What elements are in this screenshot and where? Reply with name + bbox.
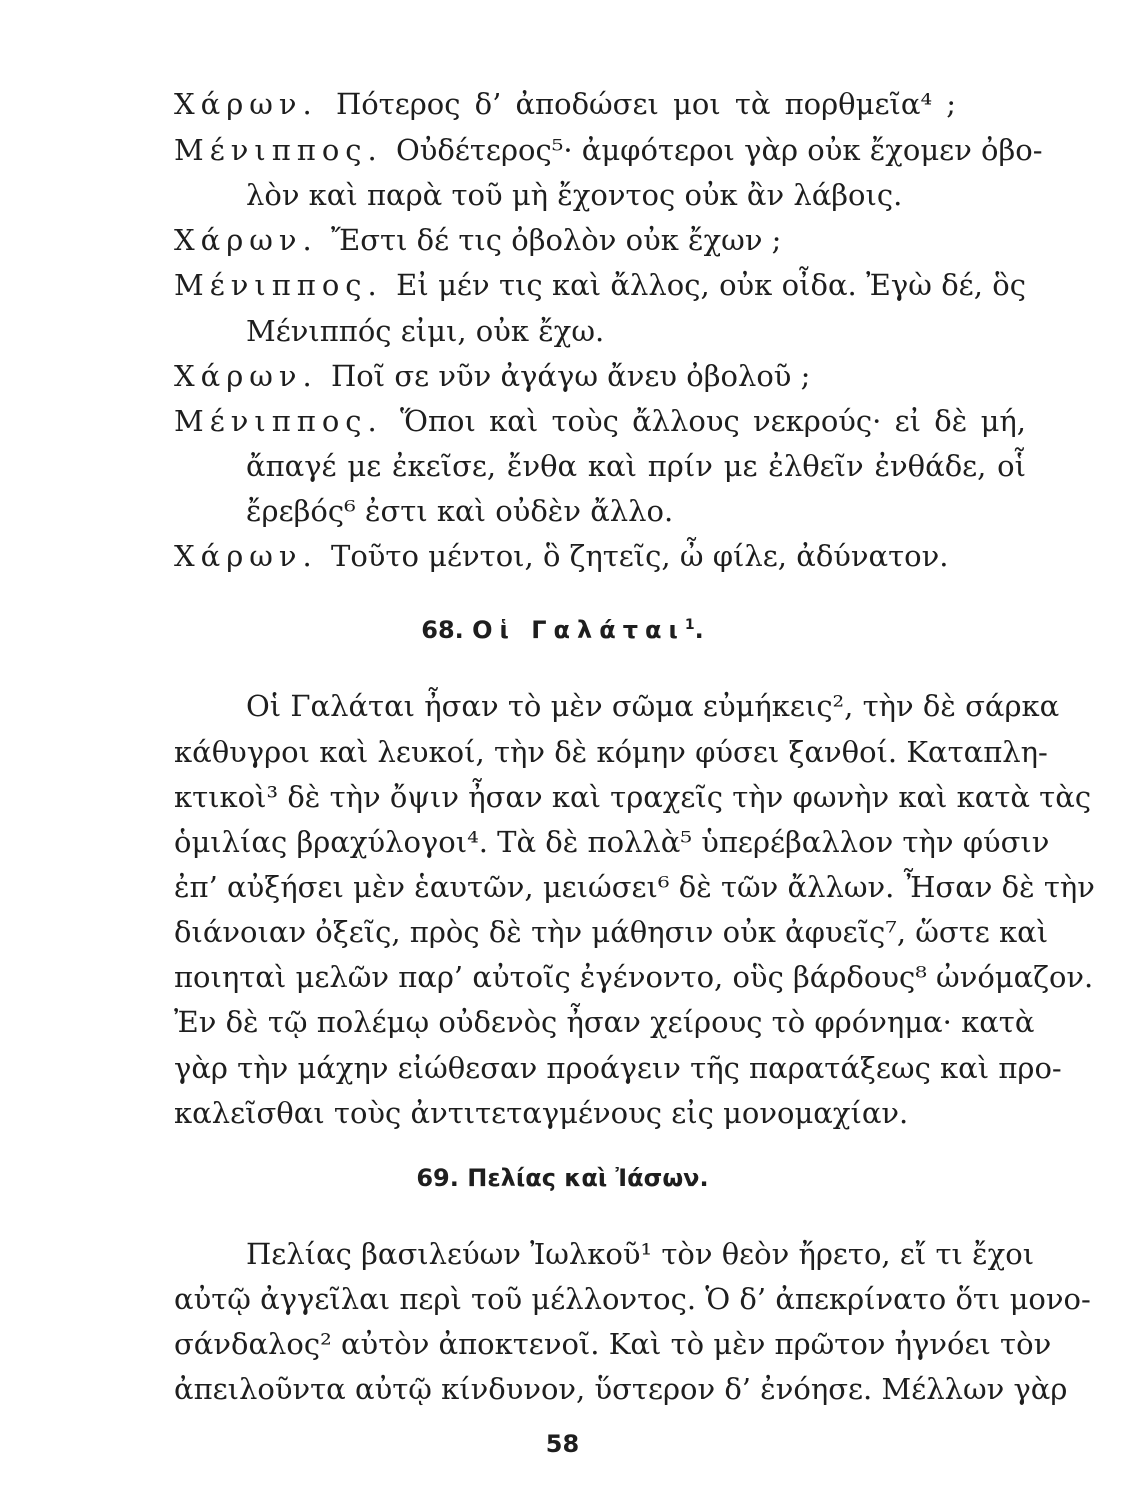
speaker-name: Μένιππος. xyxy=(174,268,383,303)
dialogue-text: Πότερος δ’ ἀποδώσει μοι τὰ πορθμεῖα⁴ ; xyxy=(335,87,957,121)
paragraph-line: Οἱ Γαλάται ἦσαν τὸ μὲν σῶμα εὐμήκεις², τὴν δὲ σάρκα xyxy=(246,689,1060,724)
section-heading-69 xyxy=(0,1164,1125,1193)
speaker-name: Χάρων. xyxy=(174,223,318,258)
paragraph-line: καλεῖσθαι τοὺς ἀντιτεταγμένους εἰς μονομαχίαν. xyxy=(174,1095,909,1130)
paragraph-line: ἐπ’ αὐξήσει μὲν ἑαυτῶν, μειώσει⁶ δὲ τῶν ἄλλων. Ἦσαν δὲ τὴν xyxy=(174,870,1095,905)
dialogue-line xyxy=(174,133,1043,168)
paragraph-line: ὁμιλίας βραχύλογοι⁴. Τὰ δὲ πολλὰ⁵ ὑπερέβαλλον τὴν φύσιν xyxy=(174,824,1050,859)
dialogue-text: Οὐδέτερος⁵· ἀμφότεροι γὰρ οὐκ ἔχομεν ὀβο- xyxy=(395,133,1043,168)
paragraph-line: σάνδαλος² αὐτὸν ἀποκτενοῖ. Καὶ τὸ μὲν πρῶτον ἠγνόει τὸν xyxy=(174,1327,1052,1361)
paragraph-line: αὐτῷ ἀγγεῖλαι περὶ τοῦ μέλλοντος. Ὁ δ’ ἀπεκρίνατο ὅτι μονο- xyxy=(174,1281,1091,1316)
speaker-name: Χάρων. xyxy=(174,358,318,393)
section-title: Οἱ Γαλάται xyxy=(472,615,685,644)
paragraph-line: γὰρ τὴν μάχην εἰώθεσαν προάγειν τῆς παρατάξεως καὶ προ- xyxy=(174,1050,1062,1085)
dialogue-line xyxy=(174,403,1027,438)
footnote-marker: 1 xyxy=(684,616,695,633)
paragraph-line: ποιηταὶ μελῶν παρ’ αὐτοῖς ἐγένοντο, οὓς βάρδους⁸ ὠνόμαζον. xyxy=(174,960,1094,995)
page-number: 58 xyxy=(545,1430,580,1458)
dialogue-line xyxy=(174,87,957,121)
dialogue-line xyxy=(174,268,1027,303)
paragraph-line: Πελίας βασιλεύων Ἰωλκοῦ¹ τὸν θεὸν ἤρετο, εἴ τι ἔχοι xyxy=(246,1236,1035,1271)
dialogue-line xyxy=(174,223,782,258)
section-number: 68. xyxy=(421,615,464,644)
section-title: Πελίας καὶ Ἰάσων. xyxy=(467,1164,709,1193)
dialogue-line xyxy=(246,449,1026,484)
dialogue-text: λὸν καὶ παρὰ τοῦ μὴ ἔχοντος οὐκ ἂν λάβοις. xyxy=(246,178,903,213)
dialogue-line xyxy=(174,358,811,393)
speaker-name: Χάρων. xyxy=(174,539,318,574)
dialogue-text: Ἔστι δέ τις ὀβολὸν οὐκ ἔχων ; xyxy=(331,223,782,258)
speaker-name: Χάρων. xyxy=(174,87,318,121)
speaker-name: Μένιππος. xyxy=(174,133,383,168)
paragraph-line: διάνοιαν ὀξεῖς, πρὸς δὲ τὴν μάθησιν οὐκ ἀφυεῖς⁷, ὥστε καὶ xyxy=(174,915,1049,950)
paragraph-line: κάθυγροι καὶ λευκοί, τὴν δὲ κόμην φύσει ξανθοί. Καταπλη- xyxy=(174,734,1048,769)
dialogue-text: Τοῦτο μέντοι, ὃ ζητεῖς, ὦ φίλε, ἀδύνατον. xyxy=(331,539,949,574)
dialogue-line xyxy=(246,313,605,348)
dialogue-text: Ποῖ σε νῦν ἀγάγω ἄνευ ὀβολοῦ ; xyxy=(331,358,811,393)
paragraph-line: ἀπειλοῦντα αὐτῷ κίνδυνον, ὕστερον δ’ ἐνόησε. Μέλλων γὰρ xyxy=(174,1372,1068,1407)
speaker-name: Μένιππος. xyxy=(174,403,383,438)
dialogue-text: Ὅποι καὶ τοὺς ἄλλους νεκρούς· εἰ δὲ μή, xyxy=(400,403,1027,438)
section-heading-68: 68. Οἱ Γαλάται$^1$. xyxy=(421,615,704,644)
dialogue-line xyxy=(174,539,949,574)
paragraph-line: κτικοὶ³ δὲ τὴν ὄψιν ἦσαν καὶ τραχεῖς τὴν φωνὴν καὶ κατὰ τὰς xyxy=(174,779,1092,814)
dialogue-text: ἔρεβός⁶ ἐστι καὶ οὐδὲν ἄλλο. xyxy=(246,494,674,529)
paragraph-line: Ἐν δὲ τῷ πολέμῳ οὐδενὸς ἦσαν χείρους τὸ φρόνημα· κατὰ xyxy=(174,1005,1035,1040)
dialogue-line xyxy=(246,494,674,529)
dialogue-text: ἄπαγέ με ἐκεῖσε, ἔνθα καὶ πρίν με ἐλθεῖν ἐνθάδε, οἷ xyxy=(246,449,1026,484)
dialogue-text: Μένιππός εἰμι, οὐκ ἔχω. xyxy=(246,313,605,348)
dialogue-text: Εἰ μέν τις καὶ ἄλλος, οὐκ οἶδα. Ἐγὼ δέ, ὃς xyxy=(396,268,1027,303)
section-number: 69. xyxy=(416,1164,459,1193)
dialogue-line xyxy=(246,178,903,213)
